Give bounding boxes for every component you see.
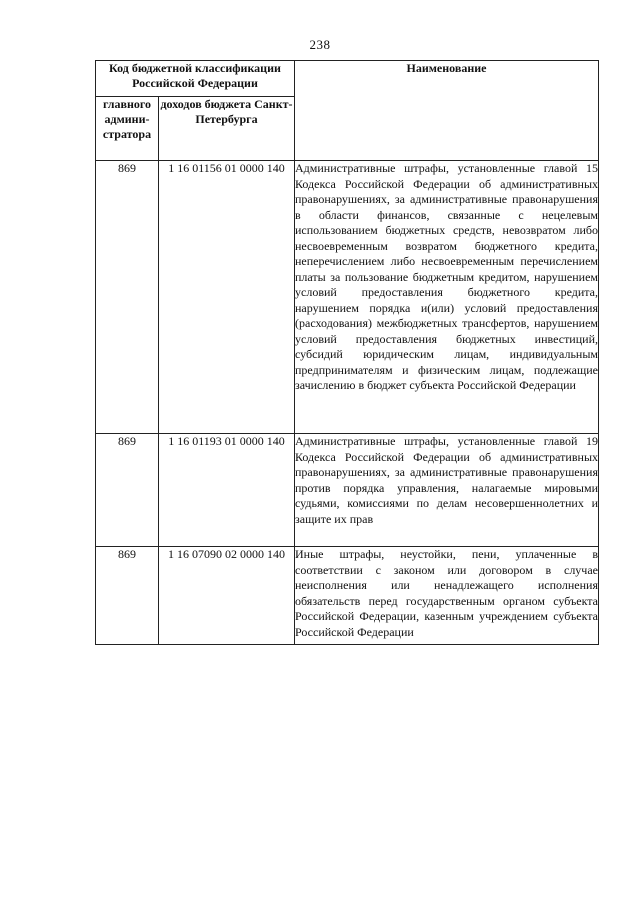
name-cell: Иные штрафы, неустойки, пени, уплаченные в соответствии с законом или договором в случае неисполнения или ненадлежащего исполнения обязательств перед государственным органом субъекта Российской Федерации, казенным учреждением субъекта Российской Федерации — [295, 547, 599, 645]
header-classification-code: Код бюджетной классификации Российской Федерации — [96, 61, 295, 97]
admin-code-cell: 869 — [96, 434, 159, 547]
admin-code-cell: 869 — [96, 161, 159, 434]
name-cell: Административные штрафы, установленные главой 19 Кодекса Российской Федерации об административных правонарушениях, за административные правонарушения против порядка управления, налагаемые мировыми судьями, комиссиями по делам несовершеннолетних и защите их прав — [295, 434, 599, 547]
table-header-row — [96, 61, 599, 97]
header-name: Наименование — [295, 61, 599, 161]
revenue-code-cell: 1 16 01193 01 0000 140 — [159, 434, 295, 547]
name-cell: Административные штрафы, установленные главой 15 Кодекса Российской Федерации об административных правонарушениях, за административные правонарушения в области финансов, связанные с нецелевым использованием бюджетных средств, невозвратом либо несвоевременным возвратом бюджетного кредита, неперечислением либо несвоевременным перечислением платы за пользование бюджетным кредитом, нарушением условий предоставления бюджетного кредита, нарушением порядка и(или) условий предоставления (расходования) межбюджетных трансфертов, нарушением условий предоставления бюджетных инвестиций, субсидий юридическим лицам, индивидуальным предпринимателям и физическим лицам, подлежащие зачислению в бюджет субъекта Российской Федерации — [295, 161, 599, 434]
header-budget-revenue: доходов бюджета Санкт-Петербурга — [159, 97, 295, 161]
revenue-code-cell: 1 16 01156 01 0000 140 — [159, 161, 295, 434]
revenue-code-cell: 1 16 07090 02 0000 140 — [159, 547, 295, 645]
table-row — [96, 547, 599, 645]
header-chief-administrator: главного админи-стратора — [96, 97, 159, 161]
page-number: 238 — [309, 37, 331, 52]
table-row — [96, 434, 599, 547]
table-row — [96, 161, 599, 434]
admin-code-cell: 869 — [96, 547, 159, 645]
budget-classification-table — [95, 60, 599, 645]
